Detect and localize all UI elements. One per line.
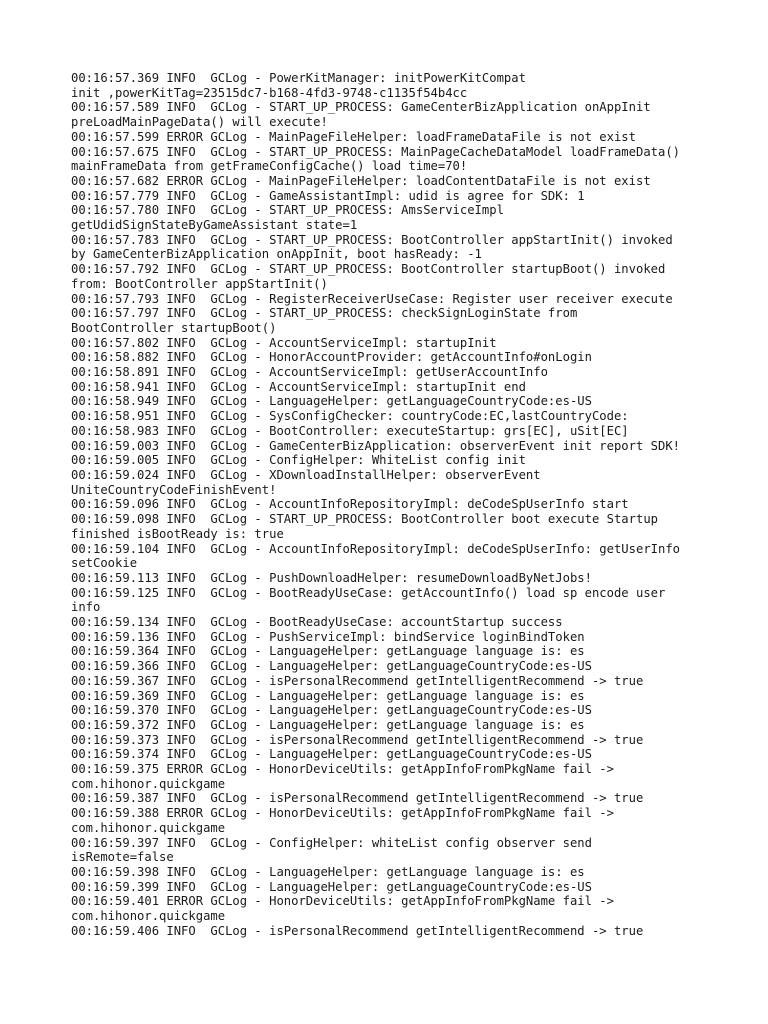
log-line: 00:16:57.780 INFO GCLog - START_UP_PROCESS: AmsServiceImpl: [71, 203, 504, 218]
log-line: 00:16:59.364 INFO GCLog - LanguageHelper: getLanguage language is: es: [71, 644, 585, 659]
log-line: 00:16:57.802 INFO GCLog - AccountServiceImpl: startupInit: [71, 335, 497, 350]
log-line: 00:16:59.398 INFO GCLog - LanguageHelper: getLanguage language is: es: [71, 864, 585, 879]
log-line: com.hihonor.quickgame: [71, 776, 226, 791]
log-document: [71, 71, 711, 938]
log-line: 00:16:57.589 INFO GCLog - START_UP_PROCESS: GameCenterBizApplication onAppInit: [71, 100, 651, 115]
log-line: by GameCenterBizApplication onAppInit, boot hasReady: -1: [71, 247, 482, 262]
log-line: 00:16:57.682 ERROR GCLog - MainPageFileHelper: loadContentDataFile is not exist: [71, 173, 651, 188]
log-line: 00:16:57.797 INFO GCLog - START_UP_PROCESS: checkSignLoginState from: [71, 306, 578, 321]
log-line: 00:16:58.949 INFO GCLog - LanguageHelper: getLanguageCountryCode:es-US: [71, 394, 592, 409]
log-line: 00:16:59.136 INFO GCLog - PushServiceImpl: bindService loginBindToken: [71, 629, 585, 644]
log-line: 00:16:59.134 INFO GCLog - BootReadyUseCase: accountStartup success: [71, 615, 563, 630]
log-line: 00:16:58.983 INFO GCLog - BootController: executeStartup: grs[EC], uSit[EC]: [71, 423, 629, 438]
log-line: 00:16:59.401 ERROR GCLog - HonorDeviceUtils: getAppInfoFromPkgName fail ->: [71, 894, 614, 909]
log-line: init ,powerKitTag=23515dc7-b168-4fd3-9748-c1135f54b4cc: [71, 85, 468, 100]
log-line: com.hihonor.quickgame: [71, 909, 226, 924]
log-line: info: [71, 600, 101, 615]
log-line: 00:16:59.370 INFO GCLog - LanguageHelper: getLanguageCountryCode:es-US: [71, 703, 592, 718]
log-line: preLoadMainPageData() will execute!: [71, 115, 328, 130]
log-line: 00:16:59.374 INFO GCLog - LanguageHelper: getLanguageCountryCode:es-US: [71, 747, 592, 762]
log-line: 00:16:59.387 INFO GCLog - isPersonalRecommend getIntelligentRecommend -> true: [71, 791, 644, 806]
log-line: 00:16:59.406 INFO GCLog - isPersonalRecommend getIntelligentRecommend -> true: [71, 923, 644, 938]
log-line: UniteCountryCodeFinishEvent!: [71, 482, 277, 497]
log-line: 00:16:57.783 INFO GCLog - START_UP_PROCESS: BootController appStartInit() invoked: [71, 232, 673, 247]
log-line: mainFrameData from getFrameConfigCache() load time=70!: [71, 159, 468, 174]
log-line: 00:16:57.779 INFO GCLog - GameAssistantImpl: udid is agree for SDK: 1: [71, 188, 585, 203]
log-line: 00:16:57.369 INFO GCLog - PowerKitManager: initPowerKitCompat: [71, 71, 526, 85]
log-line: isRemote=false: [71, 850, 174, 865]
log-line: 00:16:59.375 ERROR GCLog - HonorDeviceUtils: getAppInfoFromPkgName fail ->: [71, 762, 614, 777]
log-line: com.hihonor.quickgame: [71, 820, 226, 835]
log-line: 00:16:59.367 INFO GCLog - isPersonalRecommend getIntelligentRecommend -> true: [71, 673, 644, 688]
log-line: setCookie: [71, 556, 138, 571]
log-line: 00:16:59.096 INFO GCLog - AccountInfoRepositoryImpl: deCodeSpUserInfo start: [71, 497, 629, 512]
log-line: finished isBootReady is: true: [71, 526, 284, 541]
log-line: 00:16:59.373 INFO GCLog - isPersonalRecommend getIntelligentRecommend -> true: [71, 732, 644, 747]
log-line: 00:16:58.882 INFO GCLog - HonorAccountProvider: getAccountInfo#onLogin: [71, 350, 592, 365]
log-line: 00:16:59.397 INFO GCLog - ConfigHelper: whiteList config observer send: [71, 835, 592, 850]
log-line: 00:16:59.104 INFO GCLog - AccountInfoRepositoryImpl: deCodeSpUserInfo: getUserInfo: [71, 541, 681, 556]
log-line: 00:16:59.024 INFO GCLog - XDownloadInstallHelper: observerEvent: [71, 467, 541, 482]
log-line: getUdidSignStateByGameAssistant state=1: [71, 218, 358, 233]
log-line: 00:16:59.388 ERROR GCLog - HonorDeviceUtils: getAppInfoFromPkgName fail ->: [71, 806, 614, 821]
log-line: 00:16:59.369 INFO GCLog - LanguageHelper: getLanguage language is: es: [71, 688, 585, 703]
log-line: BootController startupBoot(): [71, 320, 277, 335]
log-line: 00:16:59.372 INFO GCLog - LanguageHelper: getLanguage language is: es: [71, 717, 585, 732]
log-line: 00:16:59.003 INFO GCLog - GameCenterBizApplication: observerEvent init report SDK!: [71, 438, 681, 453]
log-line: 00:16:59.366 INFO GCLog - LanguageHelper: getLanguageCountryCode:es-US: [71, 659, 592, 674]
log-line: 00:16:59.113 INFO GCLog - PushDownloadHelper: resumeDownloadByNetJobs!: [71, 570, 592, 585]
log-line: 00:16:59.399 INFO GCLog - LanguageHelper: getLanguageCountryCode:es-US: [71, 879, 592, 894]
log-line: 00:16:57.793 INFO GCLog - RegisterReceiverUseCase: Register user receiver execute: [71, 291, 673, 306]
log-line: from: BootController appStartInit(): [71, 276, 328, 291]
log-line: 00:16:59.125 INFO GCLog - BootReadyUseCase: getAccountInfo() load sp encode user: [71, 585, 666, 600]
log-line: 00:16:58.941 INFO GCLog - AccountServiceImpl: startupInit end: [71, 379, 526, 394]
log-line: 00:16:59.098 INFO GCLog - START_UP_PROCESS: BootController boot execute Startup: [71, 512, 658, 527]
log-line: 00:16:59.005 INFO GCLog - ConfigHelper: WhiteList config init: [71, 453, 526, 468]
log-line: 00:16:57.792 INFO GCLog - START_UP_PROCESS: BootController startupBoot() invoked: [71, 262, 666, 277]
log-line: 00:16:57.675 INFO GCLog - START_UP_PROCESS: MainPageCacheDataModel loadFrameData(): [71, 144, 681, 159]
log-line: 00:16:58.951 INFO GCLog - SysConfigChecker: countryCode:EC,lastCountryCode:: [71, 409, 629, 424]
log-line: 00:16:58.891 INFO GCLog - AccountServiceImpl: getUserAccountInfo: [71, 365, 548, 380]
log-line: 00:16:57.599 ERROR GCLog - MainPageFileHelper: loadFrameDataFile is not exist: [71, 129, 636, 144]
